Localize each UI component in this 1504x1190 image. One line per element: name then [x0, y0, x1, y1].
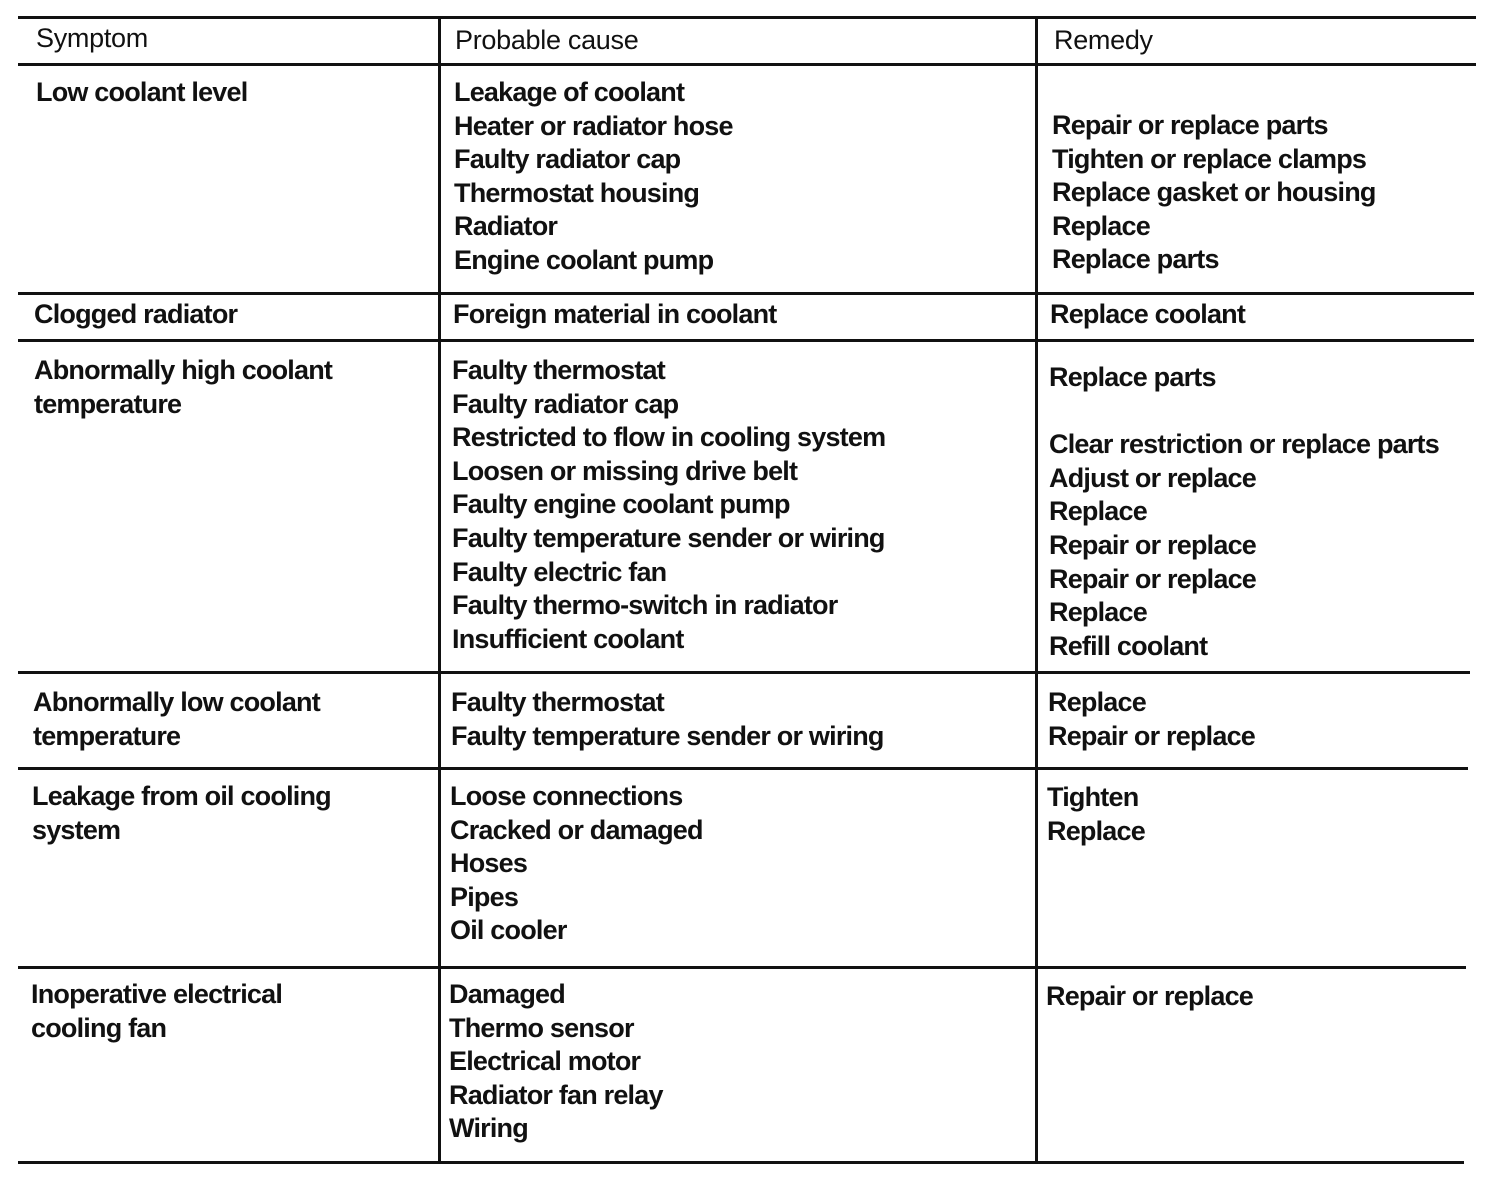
symptom-line: Clogged radiator: [34, 299, 238, 329]
header-remedy: Remedy: [1054, 25, 1153, 55]
remedy-line: Refill coolant: [1049, 630, 1208, 661]
row-2-symptom: [34, 298, 237, 332]
remedy-line: Repair or replace: [1048, 720, 1256, 751]
rule-row-5-bottom: [18, 966, 1466, 969]
symptom-line: Leakage from oil cooling: [32, 781, 331, 811]
remedy-line: Replace: [1049, 496, 1147, 527]
cause-line: Damaged: [449, 979, 565, 1009]
cause-line: Oil cooler: [450, 915, 567, 946]
rule-bottom: [18, 1161, 1464, 1164]
remedy-line: Replace coolant: [1050, 299, 1246, 329]
rule-row-2-bottom: [18, 339, 1474, 342]
cause-line: Foreign material in coolant: [453, 299, 777, 329]
rule-top: [18, 16, 1476, 19]
cause-line: Cracked or damaged: [450, 814, 703, 845]
cause-line: Loose connections: [450, 781, 683, 811]
cause-line: Faulty thermostat: [452, 355, 665, 385]
cause-line: Loosen or missing drive belt: [452, 455, 798, 486]
cause-line: Faulty engine coolant pump: [452, 489, 790, 520]
rule-row-3-bottom: [18, 671, 1470, 674]
remedy-line: Repair or replace parts: [1052, 110, 1328, 140]
cause-line: Electrical motor: [449, 1046, 641, 1077]
cause-line: Pipes: [450, 881, 519, 912]
row-4-causes: [451, 686, 884, 753]
remedy-line: Tighten or replace clamps: [1052, 143, 1367, 174]
cause-line: Faulty thermo-switch in radiator: [452, 590, 838, 621]
symptom-line: Inoperative electrical: [31, 979, 283, 1009]
cause-line: Faulty temperature sender or wiring: [452, 522, 885, 553]
row-4-symptom: [33, 686, 320, 753]
remedy-line: Replace: [1052, 210, 1150, 241]
cause-line: Faulty thermostat: [451, 687, 664, 717]
row-4-remedies: [1048, 686, 1255, 753]
remedy-line: Tighten: [1047, 782, 1139, 812]
column-divider-2: [1035, 16, 1038, 1164]
row-6-symptom: [31, 978, 282, 1045]
remedy-line: Clear restriction or replace parts: [1049, 429, 1439, 460]
cause-line: Hoses: [450, 848, 528, 879]
cause-line: Faulty temperature sender or wiring: [451, 720, 884, 751]
cause-line: Engine coolant pump: [454, 244, 714, 275]
rule-header-bottom: [18, 63, 1476, 66]
cause-line: Faulty electric fan: [452, 556, 667, 587]
cause-line: Radiator: [454, 211, 558, 242]
row-1-symptom: [36, 76, 247, 110]
symptom-line: Abnormally high coolant: [34, 355, 333, 385]
cause-line: Wiring: [449, 1113, 528, 1144]
cause-line: Thermostat housing: [454, 177, 700, 208]
symptom-line: Abnormally low coolant: [33, 687, 320, 717]
header-probable-cause: Probable cause: [455, 25, 639, 55]
cause-line: Faulty radiator cap: [454, 144, 681, 175]
remedy-line: Repair or replace: [1046, 981, 1254, 1011]
cause-line: Insufficient coolant: [452, 623, 684, 654]
symptom-line: temperature: [34, 388, 182, 419]
cause-line: Heater or radiator hose: [454, 110, 733, 141]
symptom-line: cooling fan: [31, 1012, 167, 1043]
row-3-symptom: [34, 354, 332, 421]
cause-line: Restricted to flow in cooling system: [452, 422, 886, 453]
header-symptom: Symptom: [36, 23, 148, 53]
remedy-line: Replace: [1049, 597, 1147, 628]
row-1-causes: [454, 76, 733, 278]
row-3-remedies: [1049, 361, 1439, 663]
rule-row-4-bottom: [18, 767, 1468, 770]
remedy-line: Replace parts: [1052, 244, 1219, 275]
cause-line: Leakage of coolant: [454, 77, 685, 107]
symptom-line: Low coolant level: [36, 77, 248, 107]
remedy-line: Repair or replace: [1049, 563, 1257, 594]
remedy-line: Replace: [1048, 687, 1146, 717]
row-1-remedies: [1052, 109, 1376, 277]
remedy-line: Repair or replace: [1049, 529, 1257, 560]
remedy-line: Replace: [1047, 815, 1145, 846]
remedy-line: Replace gasket or housing: [1052, 177, 1376, 208]
row-6-remedies: [1046, 980, 1253, 1014]
remedy-line: Adjust or replace: [1049, 462, 1256, 493]
cause-line: Radiator fan relay: [449, 1079, 663, 1110]
row-5-symptom: [32, 780, 331, 847]
troubleshooting-table: [18, 16, 1476, 1168]
row-2-causes: [453, 298, 776, 332]
row-3-causes: [452, 354, 885, 656]
row-2-remedies: [1050, 298, 1245, 332]
symptom-line: system: [32, 814, 121, 845]
remedy-spacer: [1049, 395, 1439, 429]
cause-line: Thermo sensor: [449, 1012, 634, 1043]
rule-row-1-bottom: [18, 292, 1474, 295]
remedy-line: Replace parts: [1049, 362, 1216, 392]
column-divider-1: [438, 16, 441, 1164]
row-6-causes: [449, 978, 663, 1146]
symptom-line: temperature: [33, 720, 181, 751]
row-5-causes: [450, 780, 703, 948]
row-5-remedies: [1047, 781, 1145, 848]
cause-line: Faulty radiator cap: [452, 388, 679, 419]
